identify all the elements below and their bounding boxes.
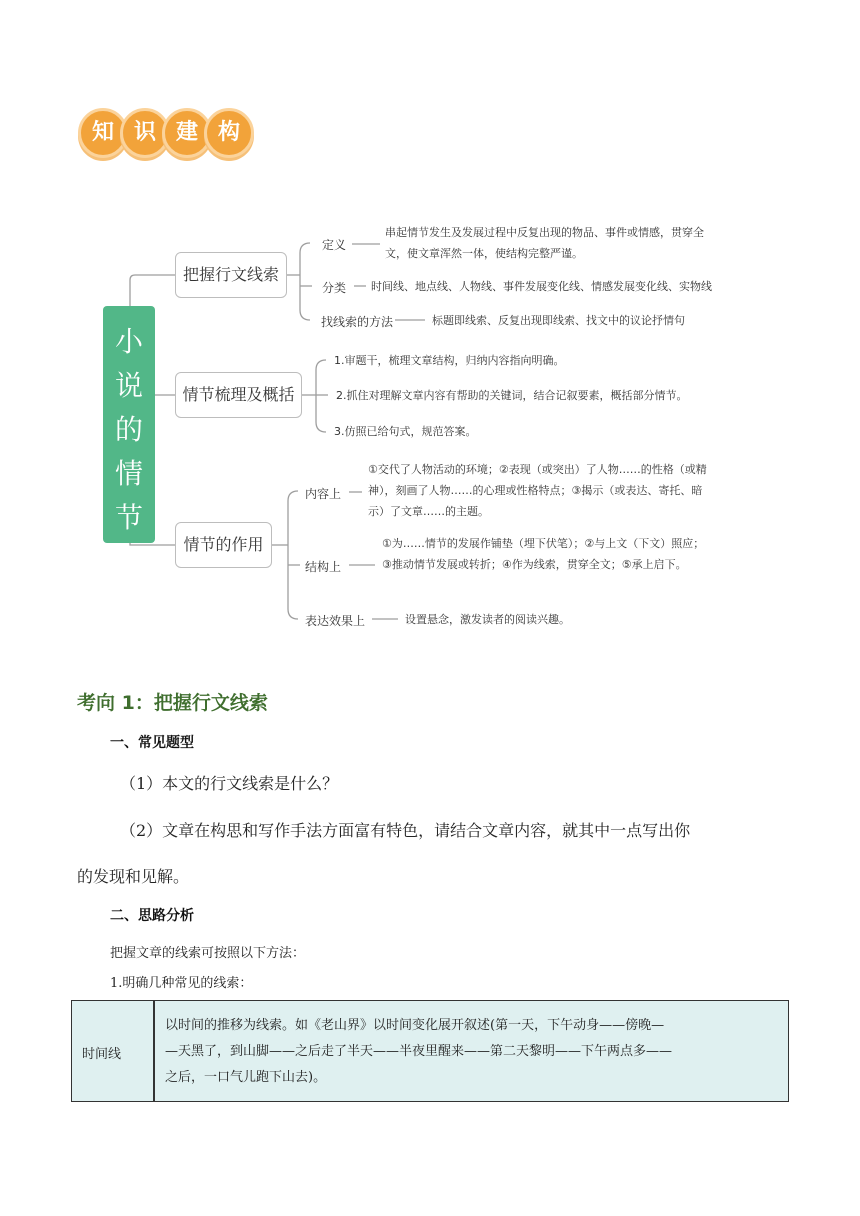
branch-node-plot-summary: 情节梳理及概括: [175, 372, 302, 418]
leaf-text-find-method: 标题即线索、反复出现即线索、找文中的议论抒情句: [432, 314, 685, 327]
leaf-text-content: ①交代了人物活动的环境；②表现（或突出）了人物……的性格（或精 神），刻画了人物……的心理或性格特点；③揭示（或表达、寄托、暗 示）了文章……的主题。: [368, 463, 707, 518]
branch-node-plot-function: 情节的作用: [175, 522, 272, 568]
table-line: —天黑了，到山脚——之后走了半天——半夜里醒来——第二天黎明——下午两点多——: [165, 1044, 673, 1059]
leaf-text-definition: 串起情节发生及发展过程中反复出现的物品、事件或情感，贯穿全 文，使文章浑然一体，使结构完整严谨。: [385, 226, 704, 260]
banner-char: 识: [120, 108, 170, 158]
question-1: （1）本文的行文线索是什么？: [120, 774, 339, 793]
leaf-label-find-method: 找线索的方法: [321, 315, 394, 329]
leaf-label-definition: 定义: [322, 238, 347, 252]
table-label-cell: [72, 1001, 155, 1101]
root-char: 小: [114, 325, 143, 358]
leaf-label-effect: 表达效果上: [305, 614, 366, 628]
leaf-text-effect: 设置悬念，激发读者的阅读兴趣。: [405, 613, 570, 626]
root-char: 节: [114, 501, 143, 534]
mindmap-root: [103, 306, 155, 543]
subheading-analysis: 二、思路分析: [110, 908, 194, 924]
leaf-label-classification: 分类: [322, 281, 347, 295]
leaf-text-structure: ①为……情节的发展作铺垫（埋下伏笔）；②与上文（下文）照应； ③推动情节发展或转折；④作为线索，贯穿全文；⑤承上启下。: [382, 537, 705, 571]
leaf-text-step3: 3.仿照已给句式，规范答案。: [334, 425, 477, 438]
table-line: 以时间的推移为线索。如《老山界》以时间变化展开叙述(第一天，下午动身——傍晚—: [165, 1018, 665, 1033]
table-label: 时间线: [82, 1047, 122, 1062]
banner-char: 知: [78, 108, 128, 158]
subheading-question-types: 一、常见题型: [110, 735, 194, 751]
table-line: 之后，一口气儿跑下山去)。: [165, 1070, 327, 1085]
question-2-line-2: 的发现和见解。: [77, 867, 190, 886]
root-char: 说: [114, 369, 143, 402]
leaf-text-step2: 2.抓住对理解文章内容有帮助的关键词，结合记叙要素，概括部分情节。: [336, 389, 688, 402]
clue-type-table: [71, 1000, 789, 1102]
banner-char: 建: [162, 108, 212, 158]
leaf-label-content: 内容上: [305, 487, 342, 501]
leaf-text-step1: 1.审题干，梳理文章结构，归纳内容指向明确。: [334, 354, 565, 367]
banner-char: 构: [204, 108, 254, 158]
analysis-point-1: 1.明确几种常见的线索：: [110, 976, 253, 991]
analysis-intro: 把握文章的线索可按照以下方法：: [110, 946, 306, 961]
question-2-line-1: （2）文章在构思和写作手法方面富有特色，请结合文章内容，就其中一点写出你: [120, 821, 691, 840]
branch-node-clue: 把握行文线索: [175, 252, 287, 298]
leaf-label-structure: 结构上: [305, 560, 342, 574]
root-char: 的: [114, 413, 143, 446]
leaf-text-classification: 时间线、地点线、人物线、事件发展变化线、情感发展变化线、实物线: [371, 280, 712, 293]
table-content-cell: [165, 1013, 780, 1091]
section-heading: 考向 1：把握行文线索: [77, 692, 268, 714]
root-char: 情: [114, 457, 143, 490]
